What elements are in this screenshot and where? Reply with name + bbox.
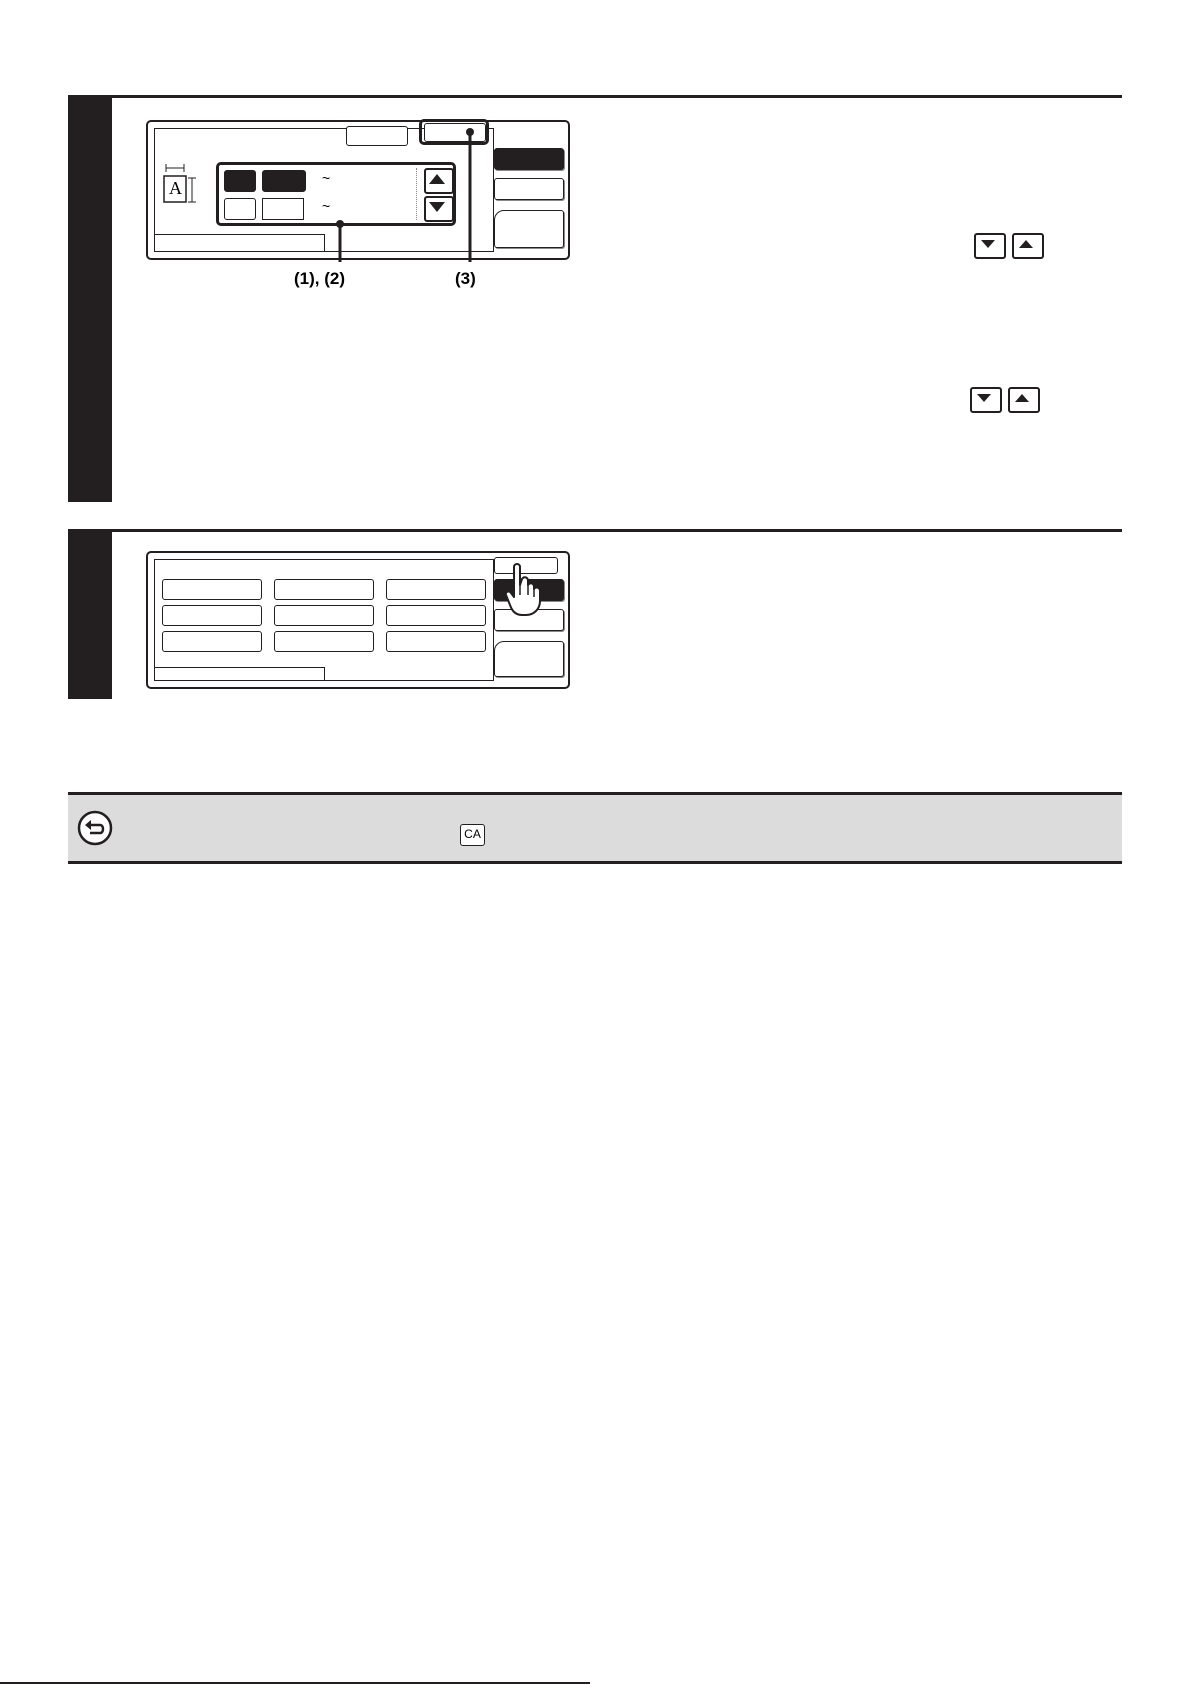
step-2-rule — [68, 529, 1122, 532]
size-key[interactable] — [162, 605, 262, 626]
screen-tab — [154, 667, 325, 680]
x-range-tilde: ~ — [322, 170, 331, 186]
size-key[interactable] — [274, 605, 374, 626]
size-key[interactable] — [386, 631, 486, 652]
y-axis-button[interactable] — [224, 198, 256, 220]
size-key[interactable] — [274, 631, 374, 652]
arrow-down-icon — [976, 235, 1000, 253]
note-bar — [68, 792, 1122, 864]
pointing-hand-icon — [500, 561, 548, 617]
arrow-up-icon — [1010, 389, 1034, 407]
right-button-2[interactable] — [494, 178, 564, 200]
size-key[interactable] — [386, 605, 486, 626]
right-button-1[interactable] — [494, 148, 564, 170]
step-1-tab — [68, 96, 112, 502]
inline-up-key-2 — [1008, 387, 1040, 413]
size-key[interactable] — [274, 579, 374, 600]
right-button-3[interactable] — [494, 641, 564, 677]
paper-size-icon-letter: A — [169, 178, 182, 198]
inline-up-key-1 — [1012, 233, 1044, 259]
arrow-down-icon — [972, 389, 996, 407]
y-value-field[interactable] — [262, 198, 304, 220]
clear-all-key: CA — [460, 824, 485, 846]
inline-down-key-2 — [970, 387, 1002, 413]
y-range-tilde: ~ — [322, 198, 331, 214]
size-key[interactable] — [386, 579, 486, 600]
x-axis-button[interactable] — [224, 170, 256, 192]
step-2-tab — [68, 530, 112, 699]
callout-leaders — [300, 120, 500, 270]
return-arrow-icon — [76, 809, 114, 847]
step-1-rule — [68, 95, 1122, 98]
arrow-up-icon — [1014, 235, 1038, 253]
callout-label-3: (3) — [455, 269, 476, 288]
size-key[interactable] — [162, 631, 262, 652]
right-button-3[interactable] — [494, 210, 564, 248]
footer-rule — [0, 1682, 590, 1684]
size-select-screen — [146, 551, 570, 689]
size-key[interactable] — [162, 579, 262, 600]
inline-down-key-1 — [974, 233, 1006, 259]
callout-label-1-2: (1), (2) — [294, 269, 345, 288]
